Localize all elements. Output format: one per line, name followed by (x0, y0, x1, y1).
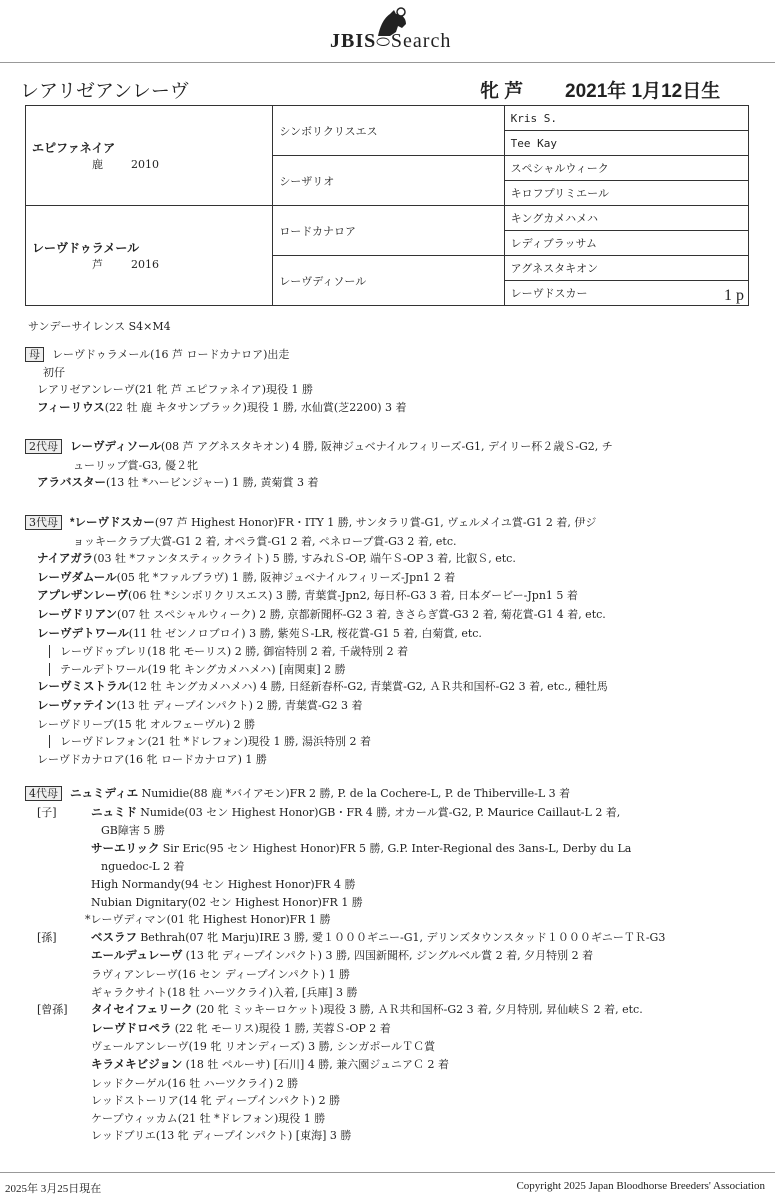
descendant-detail: レッドクーゲル(16 牡 ハーツクライ) 2 勝 (91, 1076, 299, 1090)
ddd-cell[interactable] (504, 281, 748, 306)
third-dam-cont: ョッキークラブ大賞-G1 2 着, オペラ賞-G1 2 着, ペネロープ賞-G3 2 着, etc. (73, 534, 457, 548)
fourth-dam-name[interactable]: ニュミディエ (70, 788, 139, 800)
descendant-row[interactable] (25, 858, 755, 876)
descendant-detail: ヴェールアンレーヴ(19 牝 リオンディーズ) 3 勝, シンガポールＴＣ賞 (91, 1040, 436, 1054)
descendant-row[interactable] (25, 1056, 755, 1075)
descendant-detail: ケープウィッカム(21 牡 *ドレフォン)現役 1 勝 (91, 1111, 326, 1125)
descendant-row[interactable] (25, 894, 755, 912)
offspring-name: レーヴドリーブ (37, 717, 114, 731)
offspring-detail: (05 牝 *ファルブラヴ) 1 勝, 阪神ジュベナイルフィリーズ-Jpn1 2 着 (116, 570, 456, 584)
footer-rule (0, 1172, 775, 1173)
descendant-detail: レッドブリエ(13 牝 ディープインパクト) [東海] 3 勝 (91, 1129, 352, 1143)
descendant-detail: レッドストーリア(14 牝 ディープインパクト) 2 勝 (91, 1094, 341, 1108)
generation-label: [孫] (37, 930, 57, 944)
descendant-name: エールデュレーヴ (91, 950, 186, 963)
generation-label: [子] (37, 805, 57, 819)
offspring-detail: (15 牝 オルフェーヴル) 2 勝 (113, 717, 256, 731)
horse-name: レアリゼアンレーヴ (20, 81, 189, 102)
offspring-detail: (12 牡 キングカメハメハ) 4 勝, 日経新春杯-G2, 青葉賞-G2, ＡＲ共和国杯-G2 3 着, etc., 種牡馬 (128, 680, 608, 694)
descendant-row[interactable] (25, 929, 755, 948)
offspring-name: レーヴドカナロア (37, 752, 125, 766)
descendant-name: レーヴドロペラ (91, 1022, 175, 1035)
offspring-detail: (03 牡 *ファンタスティックライト) 5 勝, すみれＳ-OP, 端午Ｓ-OP 3 着, 比叡Ｓ, etc. (93, 552, 516, 566)
offspring-name: レーヴドレフォン (60, 735, 148, 749)
descendant-row[interactable] (25, 804, 755, 823)
third-dam-section: 3代母 *レーヴドスカー(97 芦 Highest Honor)FR・ITY 1 勝, サンタラリ賞-G1, ヴェルメイユ賞-G1 2 着, 伊ジ ョッキークラブ大賞-G1 2 着, オペラ賞-G1 2 着, ペネロープ賞-G3 2 着, etc. ナイアガラ(03 牡 *ファンタスティックライト) 5 勝, すみれＳ-OP, 端午Ｓ-OP 3 着, 比叡Ｓ, etc. レーヴダムール(05 牝 *ファルブラヴ) 1 勝, 阪神ジュベナイルフィリーズ-Jpn1 2 着 アプレザンレーヴ(06 牡 *シンボリクリスエス) 3 勝, 青葉賞-Jpn2, 毎日杯-G3 3 着, 日本ダービー-Jpn1 5 着 レーヴドリアン(07 牡 スペシャルウィーク) 2 勝, 京都新聞杯-G2 3 着, きさらぎ賞-G3 2 着, 菊花賞-G1 4 着, etc. レーヴデトワール(11 牡 ゼンノロブロイ) 3 勝, 紫苑Ｓ-LR, 桜花賞-G1 5 着, 白菊賞, etc. レーヴドゥプレリ(18 牝 モーリス) 2 勝, 御宿特別 2 着, 千歳特別 2 着 テールデトワール(19 牝 キングカメハメハ) [南関東] 2 勝 レーヴミストラル(12 牡 キングカメハメハ) 4 勝, 日経新春杯-G2, 青葉賞-G2, ＡＲ共和国杯-G2 3 着, etc., 種牡馬 レーヴァテイン(13 牡 ディープインパクト) 2 勝, 青葉賞-G2 3 着 レーヴドリーブ(15 牝 オルフェーヴル) 2 勝 レーヴドレフォン(21 牡 *ドレフォン)現役 1 勝, 湯浜特別 2 着 レーヴドカナロア(16 牝 ロードカナロア) 1 勝 (25, 514, 755, 768)
offspring-detail: (18 牝 モーリス) 2 勝, 御宿特別 2 着, 千歳特別 2 着 (147, 645, 409, 659)
third-dam-offspring-row[interactable] (25, 606, 755, 625)
horse-sex-color: 牝 芦 (480, 81, 524, 102)
offspring-name: レーヴミストラル (37, 681, 129, 694)
fourth-dam-descendants-list (25, 804, 755, 1145)
sire-dam-cell[interactable]: シーザリオ (273, 156, 504, 206)
descendant-name: タイセイフェリーク (91, 1004, 196, 1017)
third-dam-offspring-row[interactable] (25, 697, 755, 716)
sdd-cell[interactable]: キロフプリミエール (504, 181, 748, 206)
offspring-detail: (16 牝 ロードカナロア) 1 勝 (124, 752, 267, 766)
descendant-name: ベスラフ (91, 931, 141, 944)
sss-cell[interactable]: Kris S. (504, 106, 748, 131)
footer-date: 2025年 3月25日現在 (5, 1183, 102, 1195)
dam-note: 初仔 (43, 365, 65, 379)
dam-dam-cell[interactable]: レーヴディソール (273, 256, 504, 306)
offspring-name: レーヴドリアン (37, 608, 118, 621)
descendant-row[interactable] (25, 1127, 755, 1145)
offspring-detail: (21 牡 *ドレフォン)現役 1 勝, 湯浜特別 2 着 (147, 735, 371, 749)
descendant-row[interactable] (25, 876, 755, 894)
indent-bar (49, 735, 371, 748)
offspring-detail: (07 牡 スペシャルウィーク) 2 勝, 京都新聞杯-G2 3 着, きさらぎ賞-G3 2 着, 菊花賞-G1 4 着, etc. (117, 607, 606, 621)
offspring-name: ナイアガラ (37, 553, 94, 566)
ssd-cell[interactable]: Tee Kay (504, 131, 748, 156)
descendant-detail: Numide(03 セン Highest Honor)GB・FR 4 勝, オカール賞-G2, P. Maurice Caillaut-L 2 着, (140, 805, 621, 819)
offspring-name: レーヴァテイン (37, 699, 117, 712)
footer-copyright: Copyright 2025 Japan Bloodhorse Breeders' Association (516, 1180, 765, 1192)
dds-cell[interactable]: アグネスタキオン (504, 256, 748, 281)
indent-bar (49, 663, 346, 676)
descendant-detail: Sir Eric(95 セン Highest Honor)FR 5 勝, G.P. Inter-Regional des 3ans-L, Derby du La (162, 841, 632, 855)
third-dam-offspring-row[interactable] (25, 569, 755, 588)
descendant-row[interactable] (25, 1001, 755, 1020)
dam-line: レーヴドゥラメール(16 芦 ロードカナロア)出走 (52, 348, 290, 361)
sire-name: エピファネイア (32, 141, 116, 155)
descendant-detail: (20 牝 ミッキーロケット)現役 3 勝, ＡＲ共和国杯-G2 3 着, 夕月特別, 昇仙峡Ｓ 2 着, etc. (195, 1003, 643, 1017)
descendant-row[interactable] (25, 822, 755, 840)
descendant-name: ニュミド (91, 806, 141, 819)
third-dam-offspring-row[interactable] (25, 678, 755, 697)
offspring-detail: (19 牝 キングカメハメハ) [南関東] 2 勝 (147, 662, 346, 676)
third-dam-offspring-row[interactable] (25, 733, 755, 751)
descendant-row[interactable] (25, 840, 755, 859)
third-dam-offspring-row[interactable] (25, 661, 755, 679)
dsd-cell[interactable]: レディブラッサム (504, 231, 748, 256)
dam-cell[interactable] (26, 206, 273, 306)
dam-color: 芦 (92, 258, 103, 271)
second-dam-section: 2代母 レーヴディソール(08 芦 アグネスタキオン) 4 勝, 阪神ジュベナイルフィリーズ-G1, デイリー杯２歳Ｓ-G2, チ ューリップ賞-G3, 優２牝 アラバスター(13 牡 *ハービンジャー) 1 勝, 黄菊賞 3 着 (25, 438, 755, 493)
offspring-name: レーヴデトワール (37, 627, 129, 640)
descendant-detail: High Normandy(94 セン Highest Honor)FR 4 勝 (91, 877, 356, 891)
third-dam-offspring-row[interactable] (25, 550, 755, 569)
dam-offspring-2[interactable]: フィーリウス(22 牡 鹿 キタサンブラック)現役 1 勝, 水仙賞(芝2200) 3 着 (37, 400, 407, 414)
descendant-detail: ギャラクサイト(18 牡 ハーツクライ)入着, [兵庫] 3 勝 (91, 985, 358, 999)
descendant-row[interactable] (25, 1020, 755, 1039)
descendant-row[interactable] (25, 966, 755, 984)
dam-section (25, 346, 755, 417)
descendant-detail: nguedoc-L 2 着 (101, 860, 185, 874)
third-dam-offspring-row[interactable] (25, 625, 755, 644)
third-dam-tag: 3代母 (25, 515, 62, 530)
offspring-detail: (13 牡 ディープインパクト) 2 勝, 青葉賞-G2 3 着 (116, 698, 363, 712)
descendant-detail: *レーヴディマン(01 牝 Highest Honor)FR 1 勝 (85, 913, 331, 927)
third-dam-name[interactable]: *レーヴドスカー (70, 517, 155, 529)
second-dam-tag: 2代母 (25, 439, 62, 454)
descendant-name: キラメキビジョン (91, 1058, 186, 1071)
descendant-detail: (22 牝 モーリス)現役 1 勝, 芙蓉Ｓ-OP 2 着 (174, 1021, 391, 1035)
second-dam-name[interactable]: レーヴディソール (70, 441, 161, 453)
offspring-name: レーヴドゥプレリ (60, 645, 148, 659)
descendant-row[interactable] (25, 911, 755, 929)
inbreeding-note: サンデーサイレンス S4×M4 (28, 320, 171, 333)
descendant-detail: Bethrah(07 牝 Marju)IRE 3 勝, 愛１０００ギニー-G1, デリンズタウンスタッド１０００ギニーＴＲ-G3 (140, 930, 666, 944)
third-dam-offspring-list (25, 550, 755, 768)
logo-text: JBIS⬭Search (330, 30, 452, 52)
fourth-dam-section: 4代母 ニュミディエ Numidie(88 鹿 *バイアモン)FR 2 勝, P. de la Cochere-L, P. de Thiberville-L 3 着 [子] ニュミド Numide(03 セン Highest Honor)GB・FR 4 勝, オカール賞-G2, P. Maurice Caillaut-L 2 着, GB障害 5 勝 サーエリック Sir Eric(95 セン Highest Honor)FR 5 勝, G.P. Inter-Regional des 3ans-L, Derby du La nguedoc-L 2 着 High Normandy(94 セン Highest Honor)FR 4 勝 Nubian Dignitary(02 セン Highest Honor)FR 1 勝 *レーヴディマン(01 牝 Highest Honor)FR 1 勝 [孫] ベスラフ Bethrah(07 牝 Marju)IRE 3 勝, 愛１０００ギニー-G1, デリンズタウンスタッド１０００ギニーＴＲ-G3 エールデュレーヴ (13 牝 ディープインパクト) 3 勝, 四国新聞杯, ジングルベル賞 2 着, 夕月特別 2 着 ラヴィアンレーヴ(16 セン ディープインパクト) 1 勝 ギャラクサイト(18 牡 ハーツクライ)入着, [兵庫] 3 勝 [曾孫] タイセイフェリーク (20 牝 ミッキーロケット)現役 3 勝, ＡＲ共和国杯-G2 3 着, 夕月特別, 昇仙峡Ｓ 2 着, etc. レーヴドロペラ (22 牝 モーリス)現役 1 勝, 芙蓉Ｓ-OP 2 着 ヴェールアンレーヴ(19 牝 リオンディーズ) 3 勝, シンガポールＴＣ賞 キラメキビジョン (18 牡 ペルーサ) [石川] 4 勝, 兼六園ジュニアＣ 2 着 レッドクーゲル(16 牡 ハーツクライ) 2 勝 レッドストーリア(14 牝 ディープインパクト) 2 勝 ケープウィッカム(21 牡 *ドレフォン)現役 1 勝 レッドブリエ(13 牝 ディープインパクト) [東海] 3 勝 (25, 785, 755, 1145)
dam-year: 2016 (131, 258, 159, 271)
descendant-row[interactable] (25, 1075, 755, 1093)
dss-cell[interactable]: キングカメハメハ (504, 206, 748, 231)
sire-year: 2010 (131, 158, 159, 171)
dam-offspring-1[interactable]: レアリゼアンレーヴ(21 牝 芦 エピファネイア)現役 1 勝 (37, 383, 314, 397)
descendant-row[interactable] (25, 1092, 755, 1110)
descendant-detail: (13 牝 ディープインパクト) 3 勝, 四国新聞杯, ジングルベル賞 2 着, 夕月特別 2 着 (185, 949, 594, 963)
fourth-dam-tag: 4代母 (25, 786, 62, 801)
pedigree-table (25, 105, 749, 306)
descendant-row[interactable] (25, 984, 755, 1002)
descendant-row[interactable] (25, 1110, 755, 1128)
second-dam-offspring[interactable]: アラバスター(13 牡 *ハービンジャー) 1 勝, 黄菊賞 3 着 (37, 476, 319, 490)
third-dam-offspring-row[interactable] (25, 587, 755, 606)
page-number: 1 p (724, 287, 744, 304)
dam-sire-cell[interactable]: ロードカナロア (273, 206, 504, 256)
descendant-detail: (18 牡 ペルーサ) [石川] 4 勝, 兼六園ジュニアＣ 2 着 (185, 1057, 450, 1071)
ddd-name: レーヴドスカー (510, 287, 588, 300)
generation-label: [曾孫] (37, 1003, 68, 1017)
indent-bar (49, 645, 408, 658)
offspring-detail: (11 牡 ゼンノロブロイ) 3 勝, 紫苑Ｓ-LR, 桜花賞-G1 5 着, 白菊賞, etc. (128, 626, 482, 640)
descendant-detail: Nubian Dignitary(02 セン Highest Honor)FR 1 勝 (91, 895, 363, 909)
descendant-detail: GB障害 5 勝 (101, 824, 165, 838)
third-dam-offspring-row[interactable] (25, 751, 755, 769)
sire-sire-cell[interactable]: シンボリクリスエス (273, 106, 504, 156)
descendant-name: サーエリック (91, 842, 163, 855)
offspring-name: テールデトワール (60, 662, 148, 676)
sds-cell[interactable]: スペシャルウィーク (504, 156, 748, 181)
second-dam-cont: ューリップ賞-G3, 優２牝 (73, 458, 199, 472)
third-dam-offspring-row[interactable] (25, 716, 755, 734)
descendant-row[interactable] (25, 1038, 755, 1056)
sire-cell[interactable] (26, 106, 273, 206)
descendant-row[interactable] (25, 947, 755, 966)
jbis-logo[interactable] (0, 6, 775, 54)
dam-tag: 母 (25, 347, 44, 362)
header-rule (0, 62, 775, 63)
offspring-name: レーヴダムール (37, 571, 117, 584)
descendant-detail: ラヴィアンレーヴ(16 セン ディープインパクト) 1 勝 (91, 967, 350, 981)
dam-name: レーヴドゥラメール (32, 241, 140, 255)
offspring-name: アプレザンレーヴ (37, 590, 129, 603)
third-dam-offspring-row[interactable] (25, 643, 755, 661)
offspring-detail: (06 牡 *シンボリクリスエス) 3 勝, 青葉賞-Jpn2, 毎日杯-G3 3 着, 日本ダービー-Jpn1 5 着 (128, 589, 578, 603)
sire-color: 鹿 (92, 158, 103, 171)
horse-birthdate: 2021年 1月12日生 (565, 81, 721, 102)
